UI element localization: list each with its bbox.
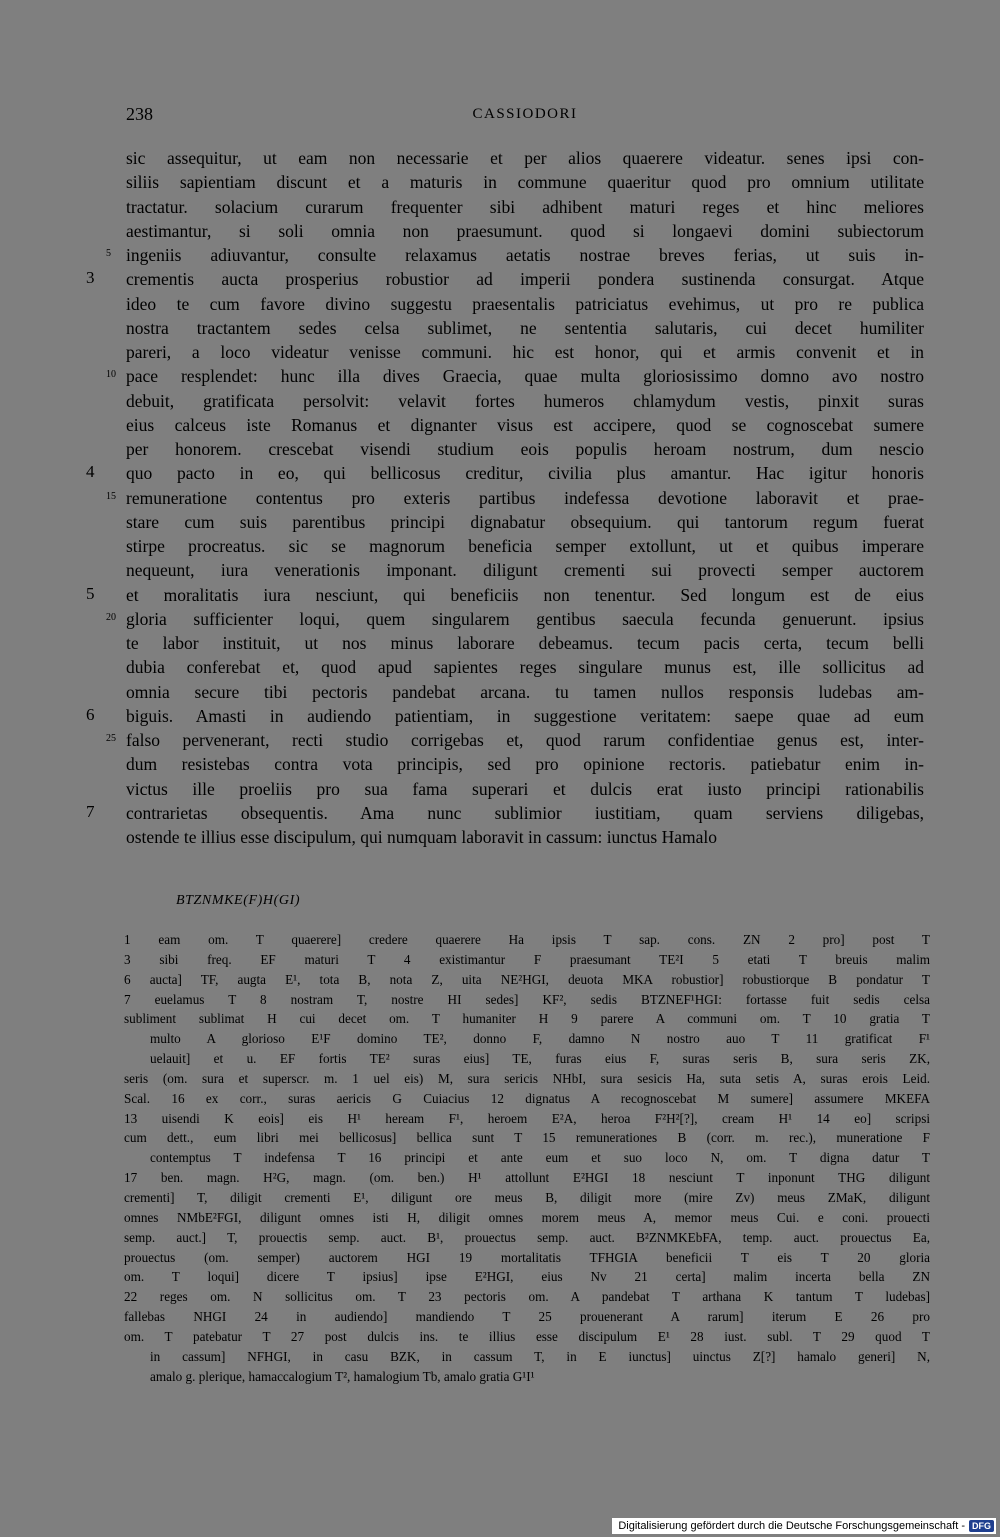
text-line-content: siliis sapientiam discunt et a maturis in commune quaeritur quod pro omnium utilitate [126,172,924,193]
text-line [0,704,1000,728]
text-line [0,413,1000,437]
text-line [0,364,1000,388]
text-line-content: per honorem. crescebat visendi studium eois populis heroam nostrum, dum nescio [126,439,924,459]
text-line-content: nostra tractantem sedes celsa sublimet, ne sententia salutaris, cui decet humiliter [126,317,924,338]
apparatus-line: fallebas NHGI 24 in audiendo] mandiendo T 25 prouenerant A rarum] iterum E 26 pro [124,1309,930,1325]
apparatus-line: 22 reges om. N sollicitus om. T 23 pectoris om. A pandebat T arthana K tantum T ludebas] [124,1289,930,1305]
text-line [0,777,1000,801]
text-line-content: biguis. Amasti in audiendo patientiam, in suggestione veritatem: saepe quae ad eum [126,705,924,726]
apparatus-line: uelauit] et u. EF fortis TE² suras eius] TE, furas eius F, suras seris B, sura seris ZK, [150,1051,930,1067]
text-line [0,461,1000,485]
apparatus-line: 3 sibi freq. EF maturi T 4 existimantur F praesumant TE²I 5 etati T breuis malim [124,951,930,967]
apparatus-line: 17 ben. magn. H²G, magn. (om. ben.) H¹ attollunt E²HGI 18 nesciunt T inponunt THG diligunt [124,1170,930,1186]
text-line [0,583,1000,607]
section-number: 5 [86,583,95,603]
apparatus-line: om. T loqui] dicere T ipsius] ipse E²HGI, eius Nv 21 certa] malim incerta bella ZN [124,1269,930,1285]
apparatus-line: in cassum] NFHGI, in casu BZK, in cassum T, in E iunctus] uinctus Z[?] hamalo generi] N, [150,1348,930,1364]
text-line-content: falso pervenerant, recti studio corrigebas et, quod rarum confidentiae genus est, inter- [126,730,924,750]
text-line-content: ingeniis adiuvantur, consulte relaxamus aetatis nostrae breves ferias, ut suis in- [126,245,924,265]
text-line-content: dubia conferebat et, quod apud sapientes reges singulare munus est, ille sollicitus ad [126,657,924,678]
text-line-content: ostende te illius esse discipulum, qui numquam laboravit in cassum: iunctus Hamalo [126,827,718,847]
section-number: 6 [86,704,95,724]
apparatus-line: 13 uisendi K eois] eis H¹ heream F¹, heroem E²A, heroa F²H²[?], cream H¹ 14 eo] scripsi [124,1110,930,1126]
text-line-content: contrarietas obsequentis. Ama nunc sublimior iustitiam, quam serviens diligebas, [126,802,924,823]
text-line [0,292,1000,316]
apparatus-line: contemptus T indefensa T 16 principi et ante eum et suo loco N, om. T digna datur T [150,1150,930,1166]
text-line-content: quo pacto in eo, qui bellicosus creditur, civilia plus amantur. Hac igitur honoris [126,463,924,484]
critical-apparatus [124,930,930,1386]
text-line-content: te labor instituit, ut nos minus laborare debeamus. tecum pacis certa, tecum belli [126,633,924,653]
main-text [0,146,1000,849]
text-line-content: victus ille proeliis pro sua fama superari et dulcis erat iusto principi rationabilis [126,778,924,799]
apparatus-line: 6 aucta] TF, augta E¹, tota B, nota Z, uita NE²HGI, deuota MKA robustior] robustiorque B pondatur T [124,971,930,987]
line-number: 10 [106,369,116,381]
text-line-content: et moralitatis iura nesciunt, qui beneficiis non tenentur. Sed longum est de eius [126,584,924,605]
apparatus-line: subliment sublimat H cui decet om. T humaniter H 9 parere A communi om. T 10 gratia T [124,1011,930,1027]
section-number: 3 [86,268,95,288]
apparatus-line: 7 euelamus T 8 nostram T, nostre HI sedes] KF², sedis BTZNEF¹HGI: fortasse fuit sedis celsa [124,991,930,1007]
text-line-content: nequeunt, iura venerationis imponant. diligunt crementi sui provecti semper auctorem [126,560,924,581]
line-number: 5 [106,248,111,259]
text-line [0,243,1000,267]
text-line-content: dum resistebas contra vota principis, sed pro opinione rectoris. patiebatur enim in- [126,754,924,775]
text-line-content: eius calceus iste Romanus et dignanter visus est accipere, quod se cognoscebat sumere [126,414,924,435]
text-line-content: ideo te cum favore divino suggestu praesentalis patriciatus evehimus, ut pro re publica [126,293,924,314]
section-number: 4 [86,462,95,482]
running-title: CASSIODORI [472,106,578,122]
line-number: 25 [106,733,116,744]
text-line-content: remuneratione contentus pro exteris partibus indefessa devotione laboravit et prae- [126,487,924,508]
apparatus-line: crementi] T, diligit crementi E¹, diligunt ore meus B, diligit more (mire Zv) meus ZMaK, diligunt [124,1189,930,1205]
dfg-logo-icon: DFG [969,1520,994,1532]
line-number: 15 [106,490,116,502]
text-line [0,728,1000,752]
apparatus-line: Scal. 16 ex corr., suras aericis G Cuiacius 12 dignatus A recognoscebat M sumere] assumere MKEFA [124,1090,930,1106]
apparatus-line: multo A glorioso E¹F domino TE², donno F, damno N nostro auo T 11 gratificat F¹ [150,1031,930,1047]
text-line-content: aestimantur, si soli omnia non praesumunt. quod si longaevi domini subiectorum [126,220,924,241]
text-line-content: tractatur. solacium curarum frequenter sibi adhibent maturi reges et hinc meliores [126,196,924,217]
apparatus-line: omnes NMbE²FGI, diligunt omnes isti H, diligit omnes morem meus A, memor meus Cui. e coni. prouecti [124,1209,930,1225]
text-line [0,558,1000,582]
text-line-content: stirpe procreatus. sic se magnorum beneficia semper extollunt, ut et quibus imperare [126,536,924,556]
apparatus-line: seris (om. sura et superscr. m. 1 uel eis) M, sura sericis NHbI, sura sesicis Ha, suta setis A, suras erois Leid. [124,1070,930,1086]
text-line [0,801,1000,825]
text-line [0,389,1000,413]
text-line [0,607,1000,631]
text-line-content: pace resplendet: hunc illa dives Graecia, quae multa gloriosissimo domno avo nostro [126,366,924,387]
text-line-content: omnia secure tibi pectoris pandebat arcana. tu tamen nullos responsis ludebas am- [126,681,924,702]
text-line [0,340,1000,364]
text-line [0,510,1000,534]
text-line-content: gloria sufficienter loqui, quem singularem gentibus saecula fecunda genuerunt. ipsius [126,608,924,629]
section-number: 7 [86,801,95,821]
text-line-content: debuit, gratificata persolvit: velavit fortes humeros chlamydum vestis, pinxit suras [126,390,924,411]
text-line [0,486,1000,510]
footer-credit [612,1518,996,1534]
line-number: 20 [106,611,116,623]
text-line [0,534,1000,558]
apparatus-line: cum dett., eum libri mei bellicosus] bellica sunt T 15 remunerationes B (corr. m. rec.), muneratione F [124,1130,930,1146]
text-line [0,752,1000,776]
text-line [0,825,1000,849]
text-line [0,316,1000,340]
text-line [0,146,1000,170]
apparatus-line: prouectus (om. semper) auctorem HGI 19 mortalitatis TFHGIA beneficii T eis T 20 gloria [124,1249,930,1265]
footer-credit-text: Digitalisierung gefördert durch die Deutsche Forschungsgemeinschaft - [618,1520,965,1532]
text-line [0,437,1000,461]
text-line [0,195,1000,219]
text-line [0,631,1000,655]
text-line [0,170,1000,194]
apparatus-line: semp. auct.] T, prouectis semp. auct. B¹, prouectus semp. auct. B²ZNMKEbFA, temp. auct. prouectus Ea, [124,1229,930,1245]
text-line [0,680,1000,704]
manuscript-sigla: BTZNMKE(F)H(GI) [176,893,301,908]
page-number: 238 [126,104,153,124]
text-line [0,267,1000,291]
apparatus-line: 1 eam om. T quaerere] credere quaerere Ha ipsis T sap. cons. ZN 2 pro] post T [124,932,930,947]
text-line-content: crementis aucta prosperius robustior ad imperii pondera sustinenda consurgat. Atque [126,269,924,290]
page-header [124,104,926,128]
text-line [0,219,1000,243]
text-line-content: pareri, a loco videatur venisse communi. hic est honor, qui et armis convenit et in [126,342,924,362]
apparatus-line: om. T patebatur T 27 post dulcis ins. te illius esse discipulum E¹ 28 iust. subl. T 29 quod T [124,1328,930,1344]
text-line-content: sic assequitur, ut eam non necessarie et per alios quaerere videatur. senes ipsi con- [126,148,924,168]
text-line-content: stare cum suis parentibus principi dignabatur obsequium. qui tantorum regum fuerat [126,511,924,532]
text-line [0,655,1000,679]
apparatus-line: amalo g. plerique, hamaccalogium T², hamalogium Tb, amalo gratia G¹I¹ [150,1368,535,1384]
